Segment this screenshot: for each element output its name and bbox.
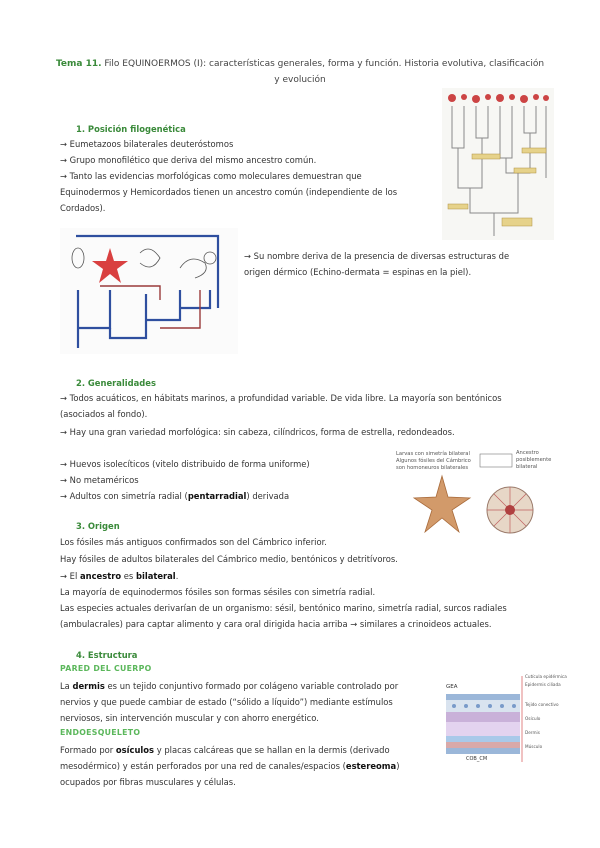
s2-line-6 <box>60 488 289 505</box>
wall-label-r3: Tejido conectivo <box>525 702 559 707</box>
s3-l3c: es <box>121 571 136 581</box>
page-title <box>40 56 560 88</box>
title-line2: y evolución <box>274 75 326 85</box>
sym-label-1: Larvas con simetría bilateral <box>396 451 470 457</box>
wall-label-gea: GEA <box>446 684 458 690</box>
ancestro-term: ancestro <box>79 571 122 581</box>
phylogeny-tree-figure <box>442 88 554 240</box>
title-rest: Filo EQUINOERMOS (I): características generales, forma y función. Historia evolutiva, clasificación <box>101 59 545 69</box>
sym-label-2: Algunos fósiles del Cámbrico <box>396 458 471 464</box>
s1-right-line-2: origen dérmico (Echino-dermata = espinas en la piel). <box>244 267 472 277</box>
s3-line-6: (ambulacrales) para captar alimento y cara oral dirigida hacia arriba → similares a crinoideos actuales. <box>60 619 492 629</box>
pentarradial-term: pentarradial <box>187 491 247 501</box>
title-lead: Tema 11. <box>55 59 102 69</box>
body-wall-figure <box>442 672 567 768</box>
wall-label-r1: Cutícula epidérmica <box>525 674 567 679</box>
s4-line-5 <box>60 758 399 775</box>
section-4-heading: 4. Estructura <box>76 650 138 660</box>
wall-label-r2: Epidermis ciliada <box>525 682 561 687</box>
subheading-endoesqueleto: ENDOESQUELETO <box>60 728 141 737</box>
s4-line-2: nervios y que puede cambiar de estado (“sólido a líquido”) mediante estímulos <box>60 697 393 707</box>
s3-line-5: Las especies actuales derivarían de un organismo: sésil, bentónico marino, simetría radial, surcos radiales <box>60 603 507 613</box>
s4-line-6: ocupados por fibras musculares y células. <box>60 777 236 787</box>
s3-l3a: → El <box>60 571 80 581</box>
dermis-term: dermis <box>72 681 105 691</box>
sym-label-5: posiblemente <box>516 457 552 463</box>
subheading-pared-del-cuerpo: PARED DEL CUERPO <box>60 664 152 673</box>
s2-line-2: (asociados al fondo). <box>60 409 148 419</box>
phylogeny-tree-drawing <box>442 88 554 240</box>
s4-line-3: nerviosos, sin intervención muscular y con ahorro energético. <box>60 713 319 723</box>
symmetry-drawing <box>392 450 556 540</box>
s1-right-line-1: → Su nombre deriva de la presencia de diversas estructuras de <box>244 251 510 261</box>
bilateral-term: bilateral <box>135 571 176 581</box>
s3-line-1: Los fósiles más antiguos confirmados son del Cámbrico inferior. <box>60 537 327 547</box>
s4-line-1 <box>60 678 398 695</box>
starfish-photo-icon <box>414 476 470 532</box>
s1-line-4: Equinodermos y Hemicordados tienen un ancestro común (independiente de los <box>60 187 398 197</box>
wall-label-r4: Osículo <box>525 716 541 721</box>
s2-line-5: → No metaméricos <box>60 475 139 485</box>
wall-label-r6: Músculo <box>525 744 543 749</box>
s1-line-1: → Eumetazoos bilaterales deuteróstomos <box>60 139 234 149</box>
osiculos-term: osículos <box>115 745 155 755</box>
symmetry-figure <box>392 450 556 540</box>
s4-p5c: ) <box>396 761 400 771</box>
section-3-heading: 3. Origen <box>76 521 120 531</box>
s2-line-4: → Huevos isolecíticos (vitelo distribuido de forma uniforme) <box>60 459 310 469</box>
s4-p4a: Formado por <box>60 745 116 755</box>
sym-label-3: son homoneuros bilaterales <box>396 465 469 471</box>
sym-label-4: Ancestro <box>516 450 539 456</box>
s3-line-4: La mayoría de equinodermos fósiles son formas sésiles con simetría radial. <box>60 587 376 597</box>
s4-p5: mesodérmico) y están perforados por una red de canales/espacios ( <box>60 761 346 771</box>
sym-label-6: bilateral <box>516 464 538 470</box>
deuterostome-tree-drawing <box>60 228 238 354</box>
wall-label-r5: Dermis <box>525 730 540 735</box>
s4-line-4 <box>60 742 390 759</box>
s1-line-5: Cordados). <box>60 203 106 213</box>
s1-line-2: → Grupo monofilético que deriva del mismo ancestro común. <box>60 155 317 165</box>
s2-l6a: → Adultos con simetría radial ( <box>60 491 188 501</box>
s3-line-2: Hay fósiles de adultos bilaterales del Cámbrico medio, bentónicos y detritívoros. <box>60 554 398 564</box>
s3-line-3 <box>60 568 178 585</box>
s2-line-1: → Todos acuáticos, en hábitats marinos, a profundidad variable. De vida libre. La mayoría son bentónicos <box>60 393 502 403</box>
section-1-heading: 1. Posición filogenética <box>76 124 186 134</box>
s2-l6c: ) derivada <box>246 491 290 501</box>
s4-p1a: La <box>60 681 73 691</box>
deuterostome-tree-figure <box>60 228 238 354</box>
s3-l3e: . <box>175 571 179 581</box>
s1-line-3: → Tanto las evidencias morfológicas como moleculares demuestran que <box>60 171 362 181</box>
wall-label-cob: COB_CM <box>466 756 488 762</box>
estereoma-term: estereoma <box>345 761 397 771</box>
section-2-heading: 2. Generalidades <box>76 378 156 388</box>
s2-line-3: → Hay una gran variedad morfológica: sin cabeza, cilíndricos, forma de estrella, redondeados. <box>60 427 455 437</box>
s4-p4c: y placas calcáreas que se hallan en la dermis (derivado <box>154 745 390 755</box>
s4-p1c: es un tejido conjuntivo formado por colágeno variable controlado por <box>104 681 399 691</box>
